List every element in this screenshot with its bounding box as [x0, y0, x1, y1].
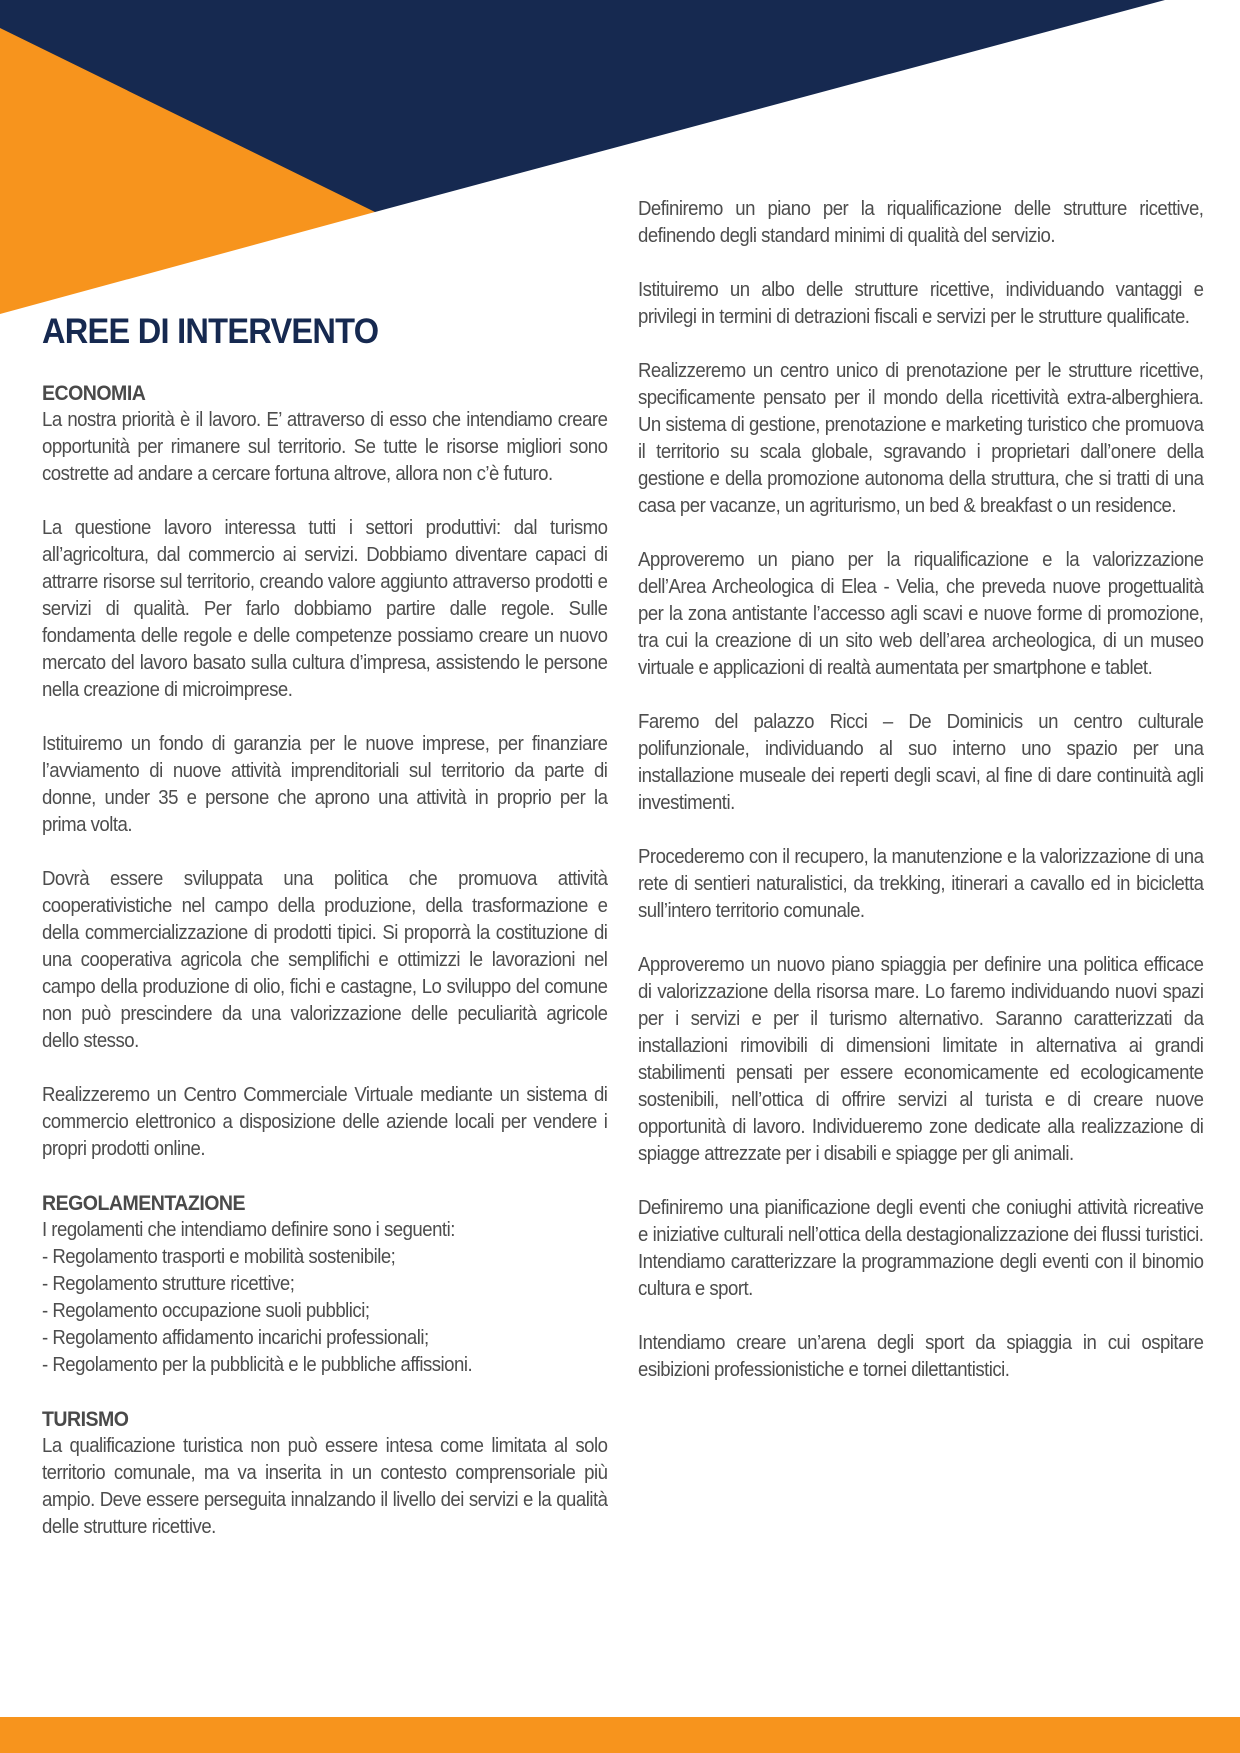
paragraph: Approveremo un nuovo piano spiaggia per definire una politica efficace di valorizzazione della risorsa mare. Lo faremo individuando nuovi spazi per i servizi e per il turismo alternativo. Saranno caratterizzati da installazioni rimovibili di dimensioni limitate in alternativa ai grandi stabilimenti pensati per essere economicamente ed ecologicamente sostenibili, nell’ottica di offrire servizi al turista e di creare nuove opportunità di lavoro. Individueremo zone dedicate alla realizzazione di spiagge attrezzate per i disabili e spiagge per gli animali.	[638, 954, 1204, 1165]
regolamenti-list	[42, 1244, 607, 1379]
page-title: AREE DI INTERVENTO	[42, 312, 379, 351]
section-regolamentazione	[42, 1190, 607, 1379]
section-heading-turismo: TURISMO	[42, 1408, 129, 1431]
section-heading-regolamentazione: REGOLAMENTAZIONE	[42, 1192, 246, 1215]
paragraph: Intendiamo creare un’arena degli sport da spiaggia in cui ospitare esibizioni professionistiche e tornei dilettantistici.	[638, 1332, 1204, 1381]
list-item: - Regolamento affidamento incarichi professionali;	[42, 1327, 429, 1349]
paragraph: Definiremo un piano per la riqualificazione delle strutture ricettive, definendo degli standard minimi di qualità del servizio.	[638, 198, 1204, 247]
regolamenti-intro: I regolamenti che intendiamo definire sono i seguenti:	[42, 1219, 455, 1241]
section-economia	[42, 380, 607, 1163]
paragraph: Realizzeremo un centro unico di prenotazione per le strutture ricettive, specificamente pensato per il mondo della ricettività extra-alberghiera. Un sistema di gestione, prenotazione e marketing turistico che promuova il territorio su scala globale, sgravando i proprietari dall’onere della gestione e della promozione autonoma della struttura, che si tratti di una casa per vacanze, un agriturismo, un bed & breakfast o un residence.	[638, 360, 1204, 517]
paragraph: Istituiremo un albo delle strutture ricettive, individuando vantaggi e privilegi in termini di detrazioni fiscali e servizi per le strutture qualificate.	[638, 279, 1204, 328]
paragraph: La questione lavoro interessa tutti i settori produttivi: dal turismo all’agricoltura, dal commercio ai servizi. Dobbiamo diventare capaci di attrarre risorse sul territorio, creando valore aggiunto attraverso prodotti e servizi di qualità. Per farlo dobbiamo partire dalle regole. Sulle fondamenta delle regole e delle competenze possiamo creare un nuovo mercato del lavoro basato sulla cultura d’impresa, assistendo le persone nella creazione di microimprese.	[42, 517, 608, 701]
paragraph: La qualificazione turistica non può essere intesa come limitata al solo territorio comunale, ma va inserita in un contesto comprensoriale più ampio. Deve essere perseguita innalzando il livello dei servizi e la qualità delle strutture ricettive.	[42, 1435, 608, 1538]
paragraph: Realizzeremo un Centro Commerciale Virtuale mediante un sistema di commercio elettronico a disposizione delle aziende locali per vendere i propri prodotti online.	[42, 1084, 608, 1160]
paragraph: Faremo del palazzo Ricci – De Dominicis un centro culturale polifunzionale, individuando al suo interno uno spazio per una installazione museale dei reperti degli scavi, al fine di dare continuità agli investimenti.	[638, 711, 1204, 814]
paragraph: La nostra priorità è il lavoro. E’ attraverso di esso che intendiamo creare opportunità per rimanere sul territorio. Se tutte le risorse migliori sono costrette ad andare a cercare fortuna altrove, allora non c’è futuro.	[42, 409, 608, 485]
paragraph: Istituiremo un fondo di garanzia per le nuove imprese, per finanziare l’avviamento di nuove attività imprenditoriali sul territorio da parte di donne, under 35 e persone che aprono una attività in proprio per la prima volta.	[42, 733, 608, 836]
list-item: - Regolamento per la pubblicità e le pubbliche affissioni.	[42, 1354, 473, 1376]
list-item: - Regolamento strutture ricettive;	[42, 1273, 295, 1295]
paragraph: Approveremo un piano per la riqualificazione e la valorizzazione dell’Area Archeologica di Elea - Velia, che preveda nuove progettualità per la zona antistante l’accesso agli scavi e nuove forme di promozione, tra cui la creazione di un sito web dell’area archeologica, di un museo virtuale e applicazioni di realtà aumentata per smartphone e tablet.	[638, 549, 1204, 679]
paragraph: Dovrà essere sviluppata una politica che promuova attività cooperativistiche nel campo della produzione, della trasformazione e della commercializzazione di prodotti tipici. Si proporrà la costituzione di una cooperativa agricola che semplifichi e ottimizzi le lavorazioni nel campo della produzione di olio, fichi e castagne, Lo sviluppo del comune non può prescindere da una valorizzazione delle peculiarità agricole dello stesso.	[42, 868, 608, 1052]
section-turismo	[42, 1406, 607, 1541]
list-item: - Regolamento occupazione suoli pubblici;	[42, 1300, 370, 1322]
right-column	[638, 196, 1203, 1384]
paragraph: Definiremo una pianificazione degli eventi che coniughi attività ricreative e iniziative culturali nell’ottica della destagionalizzazione dei flussi turistici. Intendiamo caratterizzare la programmazione degli eventi con il binomio cultura e sport.	[638, 1197, 1204, 1300]
section-heading-economia: ECONOMIA	[42, 382, 146, 405]
footer-bar	[0, 1717, 1240, 1753]
paragraph: Procederemo con il recupero, la manutenzione e la valorizzazione di una rete di sentieri naturalistici, da trekking, itinerari a cavallo ed in bicicletta sull’intero territorio comunale.	[638, 846, 1204, 922]
list-item: - Regolamento trasporti e mobilità sostenibile;	[42, 1246, 396, 1268]
left-column	[42, 310, 607, 1541]
